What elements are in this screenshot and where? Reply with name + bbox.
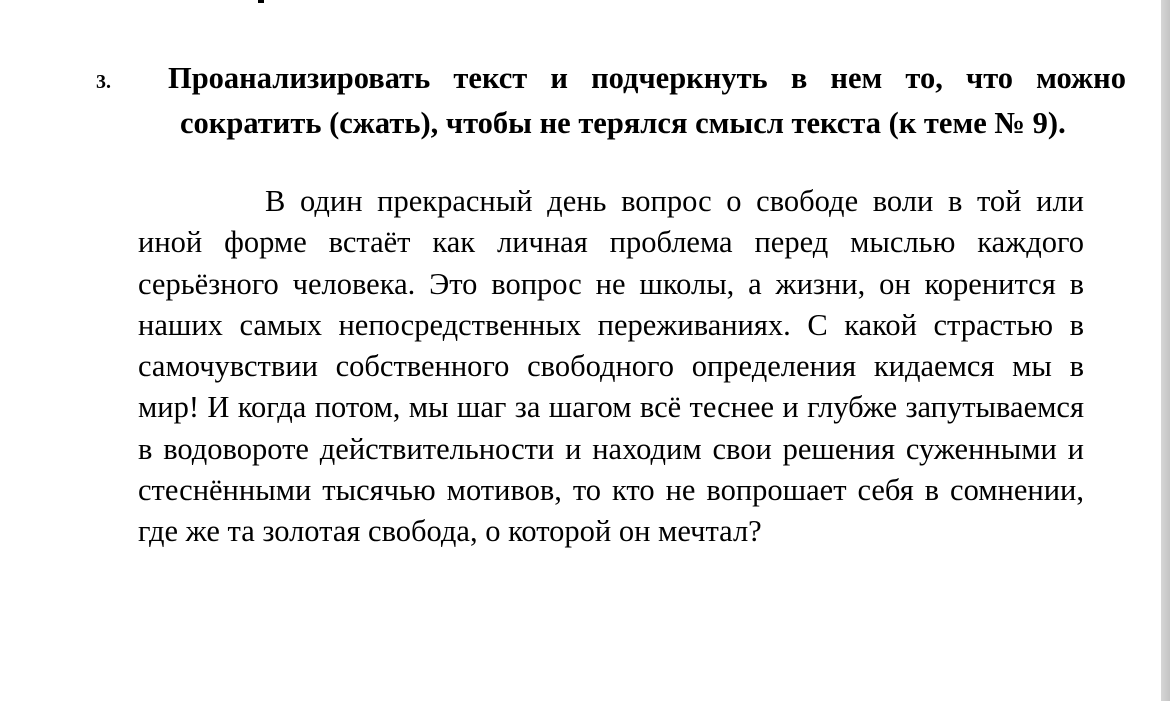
task-title: Проанализировать текст и подчеркнуть в нем то, что можно сократить (сжать), чтобы не терялся смысл текста (к теме № 9).	[168, 61, 1126, 140]
task-number: 3.	[96, 71, 111, 93]
body-paragraph: В один прекрасный день вопрос о свободе воли в той или иной форме встаёт как личная проблема перед мыслью каждого серьёзного человека. Это вопрос не школы, а жизни, он коренится в наших самых непосредственных переживаниях. С какой страстью в самочувствии собственного свободного определения кидаемся мы в мир! И когда потом, мы шаг за шагом всё теснее и глубже запутываемся в водовороте действительности и находим свои решения суженными и стеснёнными тысячью мотивов, то кто не вопрошает себя в сомнении, где же та золотая свобода, о которой он мечтал?	[138, 184, 1084, 549]
task-heading	[96, 58, 1126, 144]
top-edge-mark	[258, 0, 264, 3]
page-right-edge	[1161, 0, 1170, 701]
